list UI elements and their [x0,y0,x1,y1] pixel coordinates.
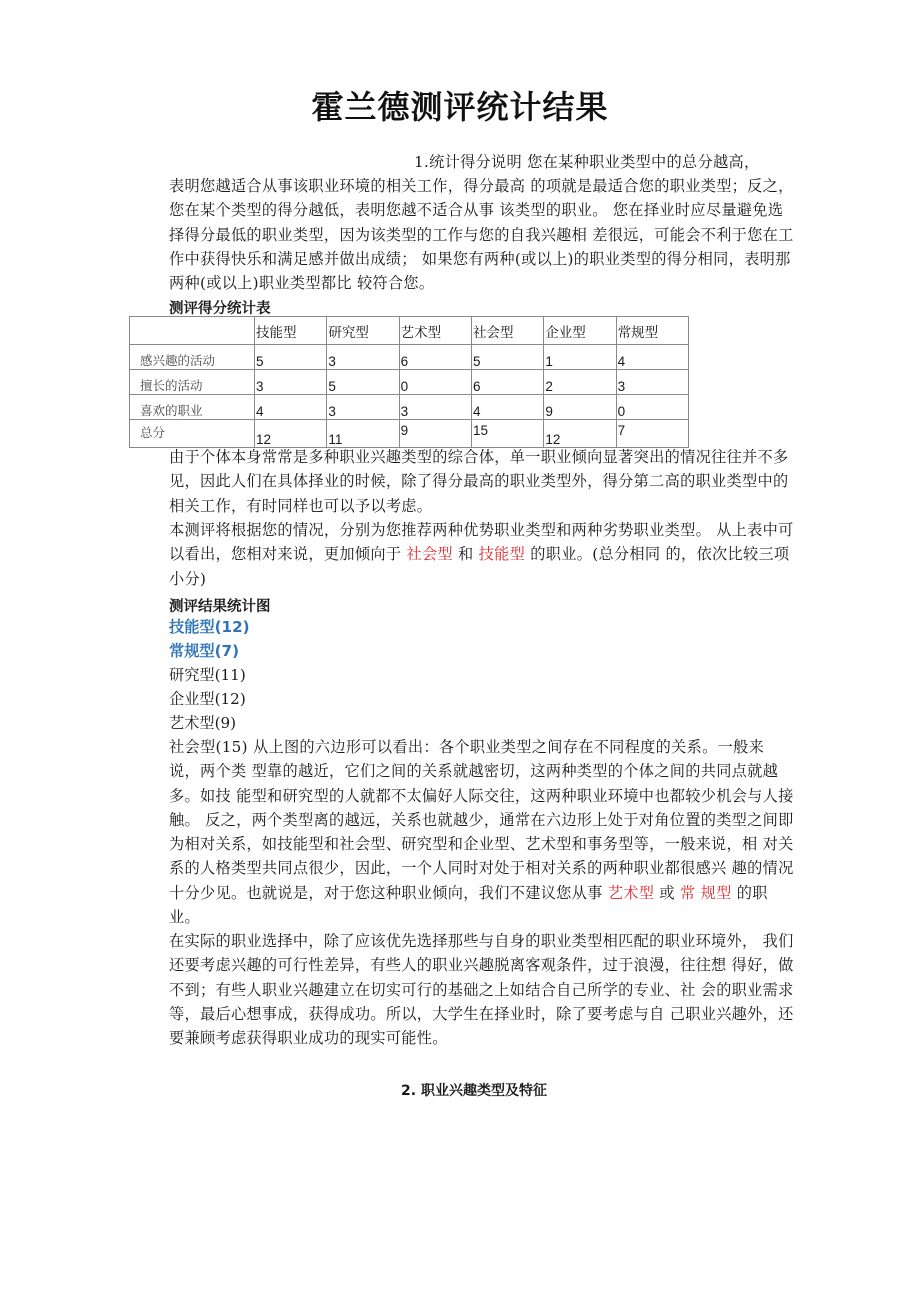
table-cell: 5 [255,345,327,370]
result-item-research: 研究型(11) [169,666,246,684]
highlight-social-type: 社会型 [406,545,453,564]
result-item-skill: 技能型(12) [169,618,250,636]
table-row [130,395,689,420]
table-cell: 5 [327,370,399,395]
row-label: 感兴趣的活动 [130,345,255,370]
table-header-cell: 常规型 [616,317,688,345]
table-header-cell: 企业型 [544,317,616,345]
table-cell: 5 [471,345,543,370]
table-cell: 3 [399,395,471,420]
table-cell: 9 [399,420,471,448]
text: 或 [654,883,680,902]
score-table [129,316,689,448]
table-cell: 11 [327,420,399,448]
section1-intro-first-line: 1.统计得分说明 您在某种职业类型中的总分越高， [414,153,760,171]
table-cell: 4 [255,395,327,420]
table-cell: 7 [616,420,688,448]
table-header-cell: 技能型 [255,317,327,345]
table-row-total [130,420,689,448]
table-cell: 3 [327,395,399,420]
table-header-cell [130,317,255,345]
text: 的职业。(总分相同 的，依次比较三项小分) [169,545,790,588]
result-item-conventional: 常规型(7) [169,642,240,660]
table-cell: 12 [544,420,616,448]
result-item-enterprise: 企业型(12) [169,690,246,708]
table-cell: 12 [255,420,327,448]
table-cell: 2 [544,370,616,395]
result-item-art: 艺术型(9) [169,714,237,732]
table-cell: 9 [544,395,616,420]
table-cell: 3 [616,370,688,395]
table-row [130,370,689,395]
table-header-cell: 艺术型 [399,317,471,345]
row-label: 总分 [130,420,255,448]
text: 本测评将根据您的情况，分别为您推荐两种优势职业类型和两种劣势职业类型。 从上表中可以看出，您相对来说，更加倾向于 [169,521,794,564]
table-row [130,345,689,370]
table-header-row [130,317,689,345]
highlight-skill-type: 技能型 [478,545,526,564]
text: 和 [452,545,479,564]
table-header-cell: 社会型 [471,317,543,345]
section2-heading: 2. 职业兴趣类型及特征 [401,1083,547,1099]
page-title: 霍兰德测评统计结果 [311,88,609,126]
chart-heading: 测评结果统计图 [169,599,271,615]
table-cell: 15 [471,420,543,448]
highlight-conventional-type: 常 规型 [680,883,732,902]
row-label: 擅长的活动 [130,370,255,395]
text: 的职业。 [169,883,768,927]
paragraph-recommendation [169,518,794,591]
highlight-art-type: 艺术型 [607,883,655,902]
table-cell: 6 [471,370,543,395]
paragraph-feasibility: 在实际的职业选择中，除了应该优先选择那些与自身的职业类型相匹配的职业环境外， 我们还要考虑兴趣的可行性差异，有些人的职业兴趣脱离客观条件，过于浪漫，往往想 得好，做不到；有些人职业兴趣建立在切实可行的基础之上如结合自己所学的专业、社 会的职业需求等，最后心想事成，获得成功。所以，大学生在择业时，除了要考虑与自 己职业兴趣外，还要兼顾考虑获得职业成功的现实可能性。 [169,932,794,1048]
row-label: 喜欢的职业 [130,395,255,420]
table-cell: 4 [616,345,688,370]
table-cell: 3 [255,370,327,395]
table-header-cell: 研究型 [327,317,399,345]
result-item-social: 社会型(15) [169,738,248,756]
chart-result-list [169,615,250,735]
text: 从上图的六边形可以看出：各个职业类型之间存在不同程度的关系。一般来说，两个类 型靠的越近，它们之间的关系就越密切，这两种类型的个体之间的共同点就越多。如技 能型和研究型的人就都不太偏好人际交往，这两种职业环境中也都较少机会与人接触。 反之，两个类型离的越远，关系也就越少，通常在六边形上处于对角位置的类型之间即 为相对关系，如技能型和社会型、研究型和企业型、艺术型和事务型等，一般来说，相 对关系的人格类型共同点很少，因此，一个人同时对处于相对关系的两种职业都很感兴 趣的情况十分少见。也就说是，对于您这种职业倾向，我们不建议您从事 [169,738,794,902]
paragraph-secondary-types: 由于个体本身常常是多种职业兴趣类型的综合体，单一职业倾向显著突出的情况往往并不多见，因此人们在具体择业的时候，除了得分最高的职业类型外，得分第二高的职业类型中的相关工作，有时同样也可以予以考虑。 [169,448,789,515]
section1-intro-paragraph: 表明您越适合从事该职业环境的相关工作，得分最高 的项就是最适合您的职业类型；反之，您在某个类型的得分越低，表明您越不适合从事 该类型的职业。 您在择业时应尽量避免选择得分最低的职业类型，因为该类型的工作与您的自我兴趣相 差很远，可能会不利于您在工作中获得快乐和满足感并做出成绩； 如果您有两种(或以上)的职业类型的得分相同，表明那两种(或以上)职业类型都比 较符合您。 [169,177,794,293]
table-cell: 1 [544,345,616,370]
table-cell: 4 [471,395,543,420]
table-cell: 3 [327,345,399,370]
paragraph-hexagon [169,735,794,929]
table-cell: 6 [399,345,471,370]
table-cell: 0 [399,370,471,395]
table-heading: 测评得分统计表 [169,301,271,317]
table-cell: 0 [616,395,688,420]
